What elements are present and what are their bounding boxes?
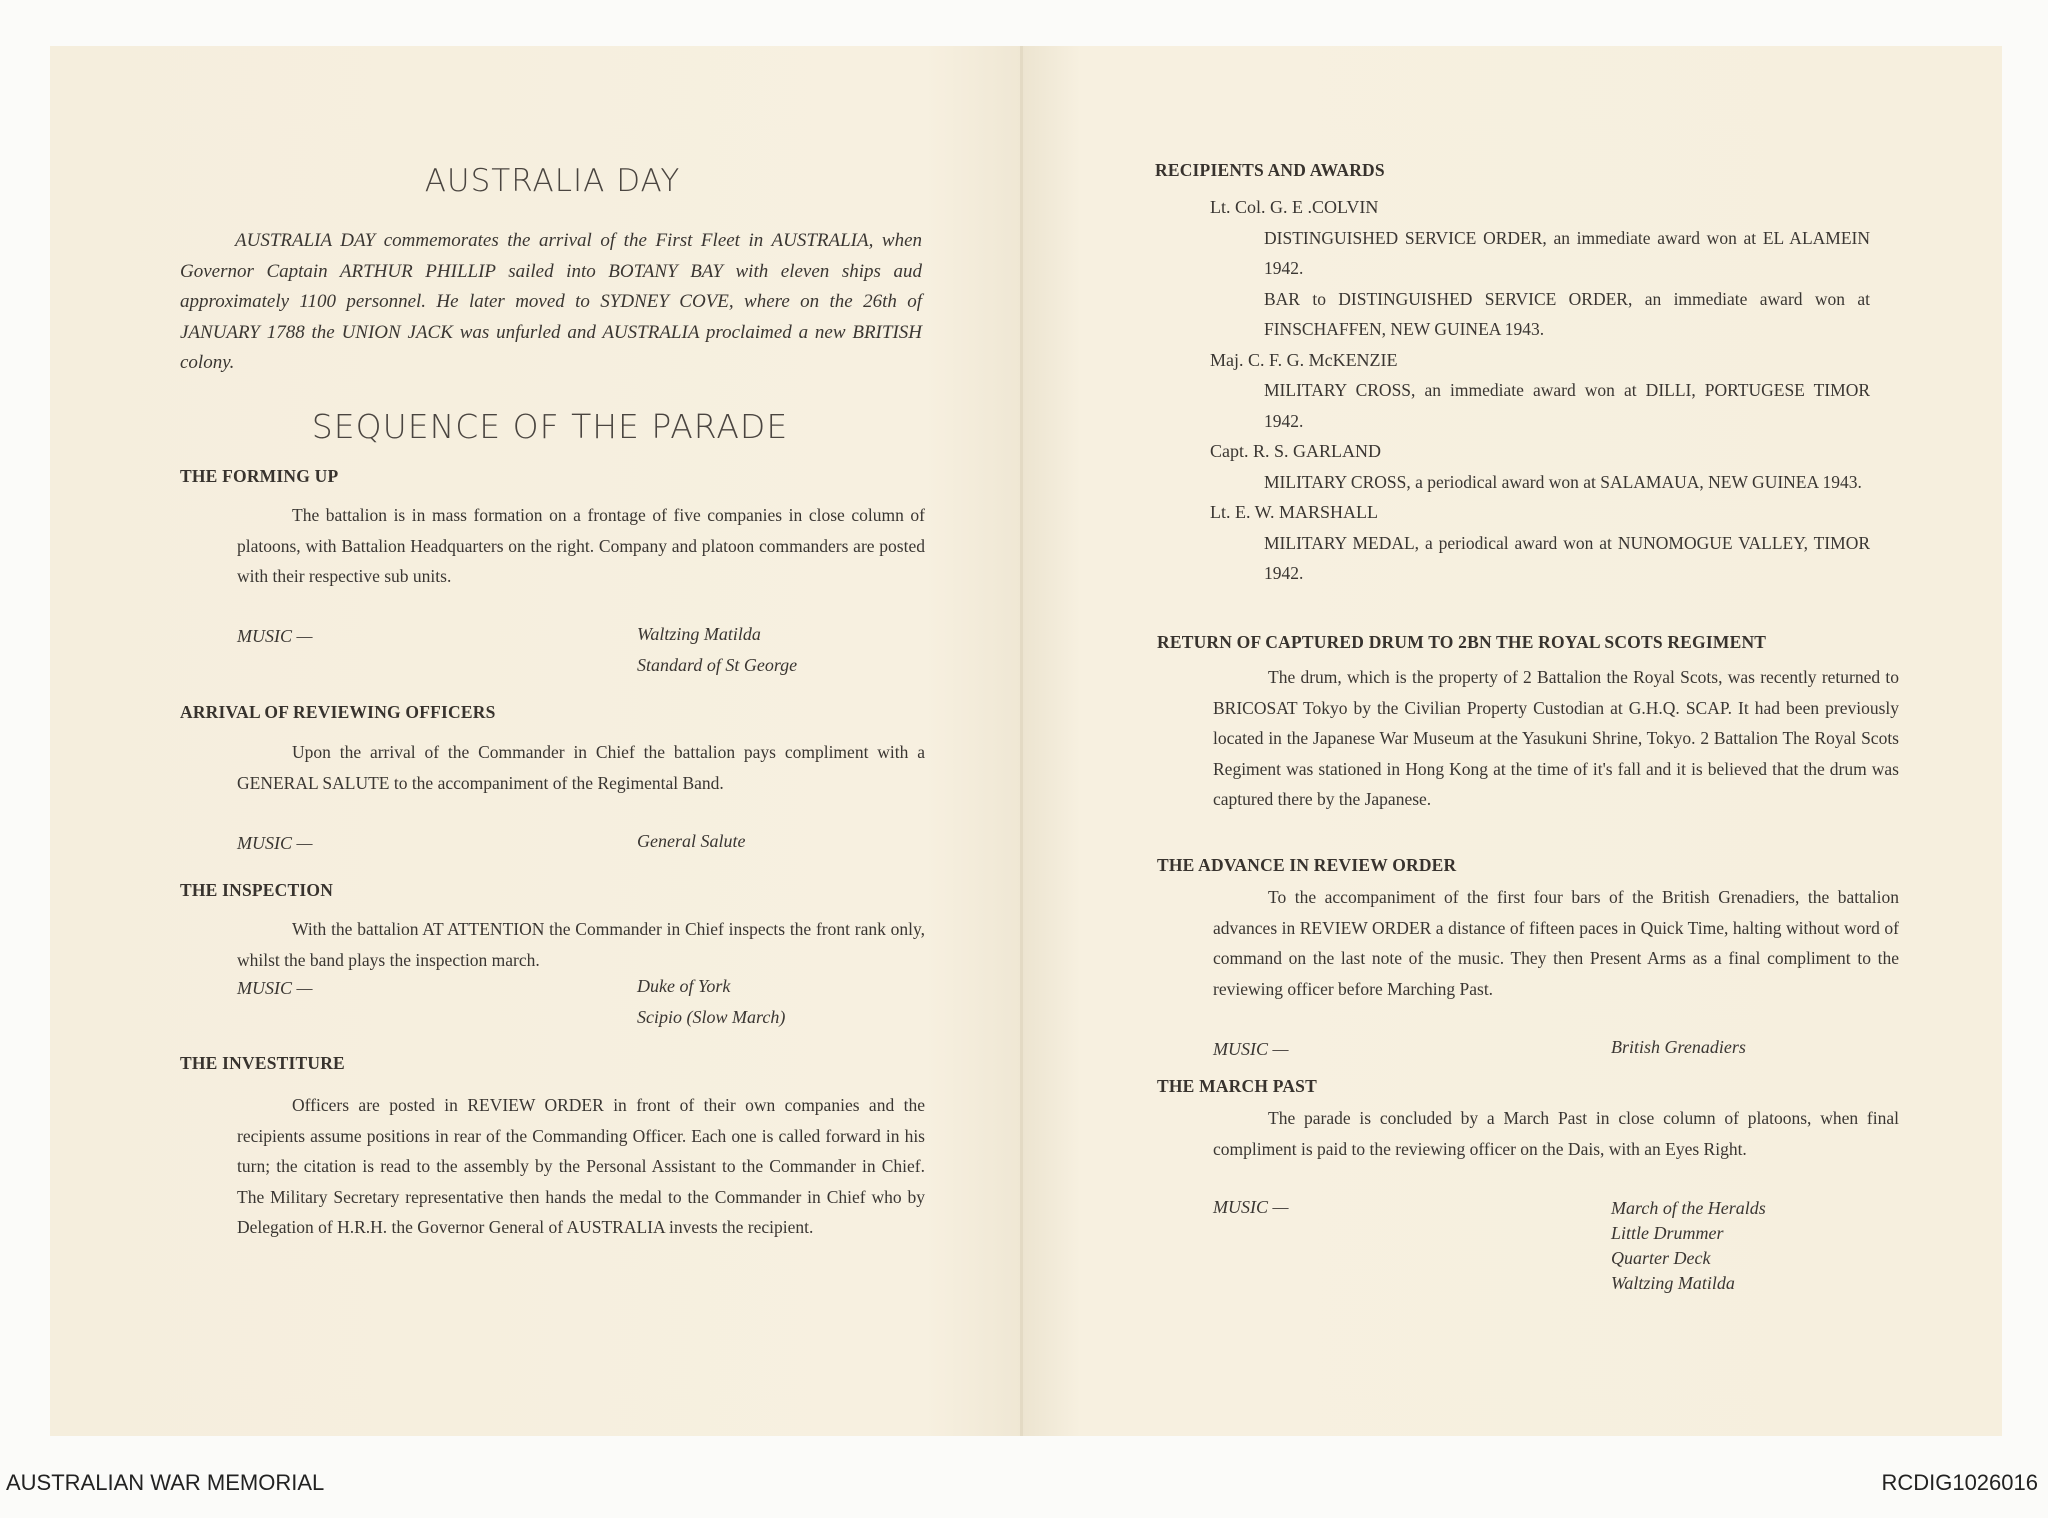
heading-investiture: THE INVESTITURE bbox=[180, 1053, 345, 1073]
intro-paragraph: AUSTRALIA DAY commemorates the arrival of the First Fleet in AUSTRALIA, when Governor Captain ARTHUR PHILLIP sailed into BOTANY BAY with eleven ships aud approximately 1100 personnel. He later moved to SYDNEY COVE, where on the 26th of JANUARY 1788 the UNION JACK was unfurled and AUSTRALIA proclaimed a new BRITISH colony. bbox=[180, 230, 922, 373]
music-list bbox=[1611, 1196, 1766, 1296]
recipient-name: Lt. E. W. MARSHALL bbox=[1210, 502, 1379, 522]
music-label: MUSIC — bbox=[237, 626, 313, 646]
para-investiture: Officers are posted in REVIEW ORDER in front of their own companies and the recipients assume positions in rear of the Commanding Officer. Each one is called forward in his turn; the citation is read to the assembly by the Personal Assistant to the Commander in Chief. The Military Secretary representative then hands the medal to the Commander in Chief who by Delegation of H.R.H. the Governor General of AUSTRALIA invests the recipient. bbox=[237, 1095, 925, 1237]
music-piece: British Grenadiers bbox=[1611, 1037, 1746, 1057]
music-list bbox=[637, 826, 745, 857]
music-list bbox=[637, 619, 797, 680]
heading-captured-drum: RETURN OF CAPTURED DRUM TO 2BN THE ROYAL SCOTS REGIMENT bbox=[1157, 632, 1767, 652]
music-piece: General Salute bbox=[637, 831, 746, 851]
page-fold bbox=[1020, 46, 1023, 1436]
para-advance: To the accompaniment of the first four bars of the British Grenadiers, the battalion advances in REVIEW ORDER a distance of fifteen paces in Quick Time, halting without word of command on the last note of the music. They then Present Arms as a final compliment to the reviewing officer before Marching Past. bbox=[1213, 887, 1899, 999]
music-piece: Quarter Deck bbox=[1611, 1248, 1711, 1268]
music-label: MUSIC — bbox=[237, 978, 313, 998]
music-list bbox=[1611, 1032, 1746, 1063]
heading-advance: THE ADVANCE IN REVIEW ORDER bbox=[1157, 855, 1457, 875]
recipient-name: Maj. C. F. G. McKENZIE bbox=[1210, 349, 1398, 370]
para-march-past: The parade is concluded by a March Past in close column of platoons, when final compliment is paid to the reviewing officer on the Dais, with an Eyes Right. bbox=[1213, 1108, 1899, 1159]
music-piece: Standard of St George bbox=[637, 654, 798, 675]
award-detail: MILITARY MEDAL, a periodical award won at NUNOMOGUE VALLEY, TIMOR 1942. bbox=[1264, 532, 1870, 583]
heading-forming-up: THE FORMING UP bbox=[180, 466, 339, 486]
recipient-name: Lt. Col. G. E .COLVIN bbox=[1210, 197, 1379, 217]
music-piece: Scipio (Slow March) bbox=[637, 1006, 786, 1027]
award-detail: BAR to DISTINGUISHED SERVICE ORDER, an immediate award won at FINSCHAFFEN, NEW GUINEA 1943. bbox=[1264, 288, 1870, 339]
music-piece: Waltzing Matilda bbox=[637, 624, 761, 644]
music-piece: March of the Heralds bbox=[1611, 1198, 1766, 1218]
heading-recipients: RECIPIENTS AND AWARDS bbox=[1155, 160, 1385, 180]
sequence-title: SEQUENCE OF THE PARADE bbox=[311, 407, 789, 446]
music-piece: Duke of York bbox=[637, 976, 731, 996]
para-captured-drum: The drum, which is the property of 2 Battalion the Royal Scots, was recently returned to BRICOSAT Tokyo by the Civilian Property Custodian at G.H.Q. SCAP. It had been previously located in the Japanese War Museum at the Yasukuni Shrine, Tokyo. 2 Battalion The Royal Scots Regiment was stationed in Hong Kong at the time of it's fall and it is believed that the drum was captured there by the Japanese. bbox=[1213, 667, 1899, 809]
music-label: MUSIC — bbox=[1213, 1039, 1289, 1059]
music-piece: Little Drummer bbox=[1611, 1223, 1724, 1243]
para-inspection: With the battalion AT ATTENTION the Commander in Chief inspects the front rank only, whilst the band plays the inspection march. bbox=[237, 919, 925, 970]
award-detail: DISTINGUISHED SERVICE ORDER, an immediate award won at EL ALAMEIN 1942. bbox=[1264, 227, 1870, 278]
recipients-list bbox=[1210, 192, 1870, 589]
award-detail: MILITARY CROSS, a periodical award won at SALAMAUA, NEW GUINEA 1943. bbox=[1264, 471, 1862, 492]
music-piece: Waltzing Matilda bbox=[1611, 1273, 1735, 1293]
para-arrival: Upon the arrival of the Commander in Chief the battalion pays compliment with a GENERAL SALUTE to the accompaniment of the Regimental Band. bbox=[237, 742, 925, 793]
footer-institution: AUSTRALIAN WAR MEMORIAL bbox=[6, 1470, 325, 1495]
heading-arrival: ARRIVAL OF REVIEWING OFFICERS bbox=[180, 702, 496, 722]
music-label: MUSIC — bbox=[1213, 1197, 1289, 1217]
recipient-name: Capt. R. S. GARLAND bbox=[1210, 441, 1382, 461]
music-label: MUSIC — bbox=[237, 833, 313, 853]
heading-inspection: THE INSPECTION bbox=[180, 880, 334, 900]
title-australia-day: AUSTRALIA DAY bbox=[424, 163, 681, 199]
para-forming-up: The battalion is in mass formation on a frontage of five companies in close column of platoons, with Battalion Headquarters on the right. Company and platoon commanders are posted with their respective sub units. bbox=[237, 505, 925, 586]
award-detail: MILITARY CROSS, an immediate award won at DILLI, PORTUGESE TIMOR 1942. bbox=[1264, 380, 1870, 431]
footer-record-id: RCDIG1026016 bbox=[1881, 1470, 2038, 1495]
music-list bbox=[637, 971, 785, 1032]
heading-march-past: THE MARCH PAST bbox=[1157, 1076, 1317, 1096]
